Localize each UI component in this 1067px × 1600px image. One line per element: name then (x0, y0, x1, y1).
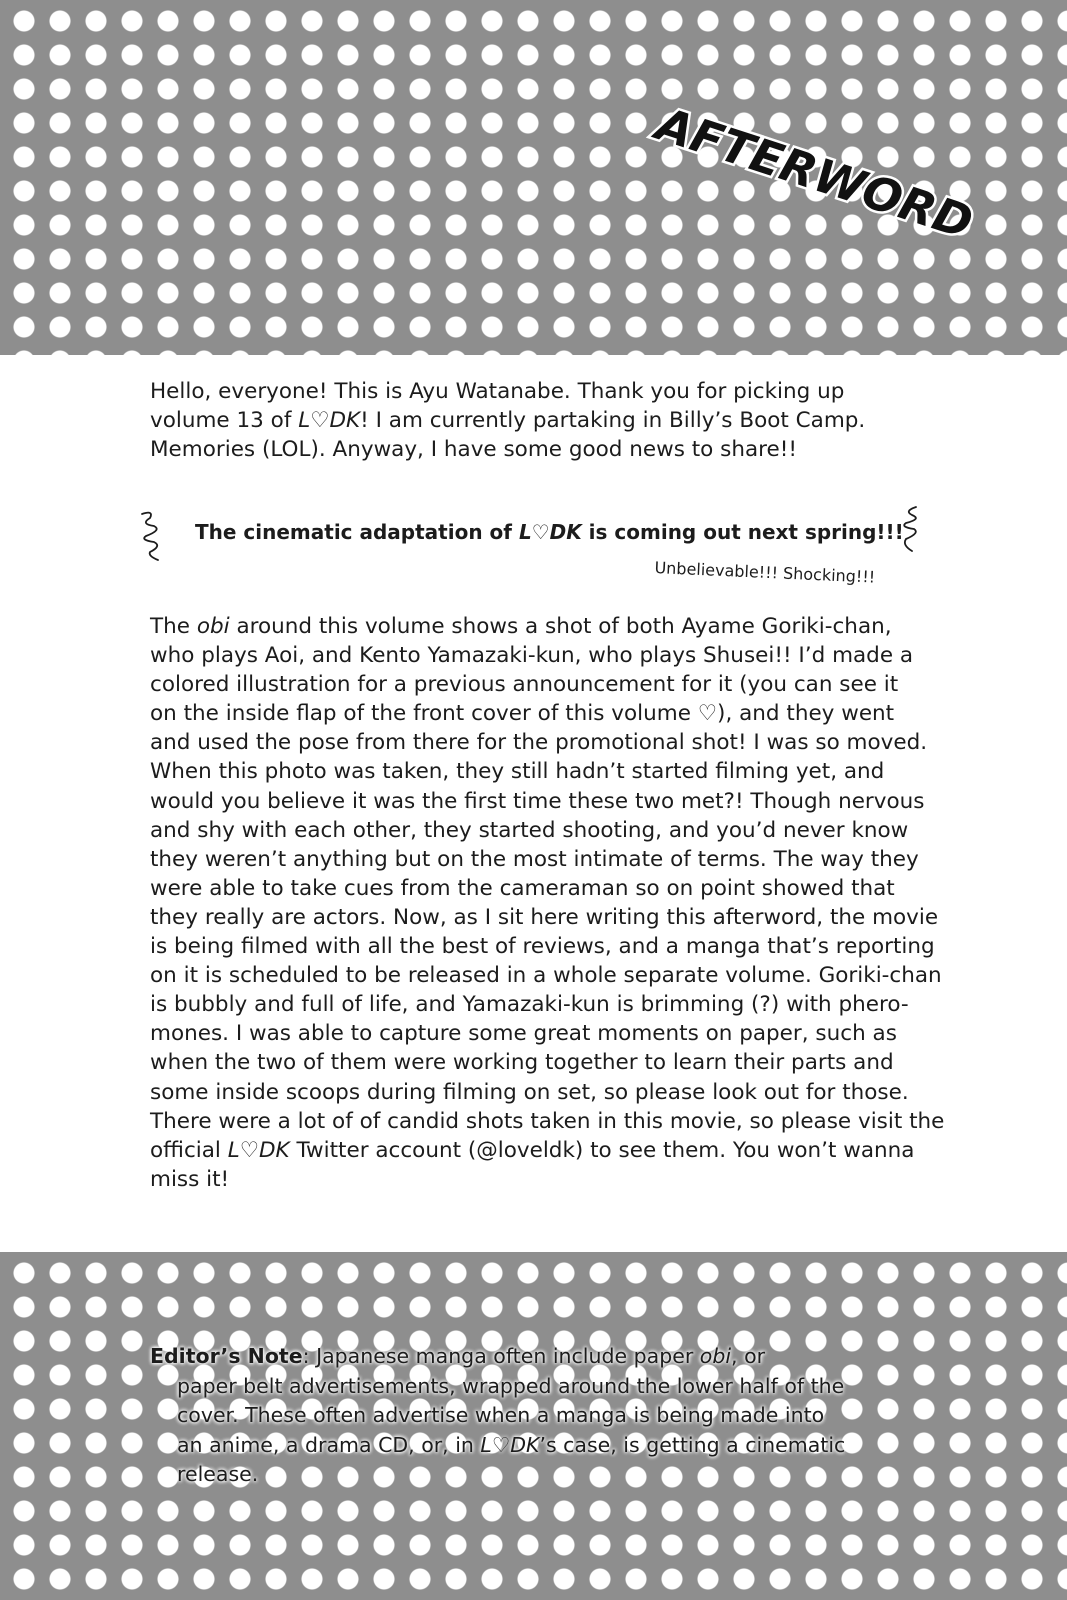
note-line: release. (177, 1462, 259, 1486)
body-line: When this photo was taken, they still hadn’t started filming yet, and (150, 759, 885, 785)
body-line: and shy with each other, they started shooting, and you’d never know (150, 817, 909, 843)
title-lodk: L♡DK (298, 408, 361, 433)
body-line: they weren’t anything but on the most intimate of terms. The way they (150, 846, 919, 872)
note-line: Editor’s Note: Japanese manga often include paper obi, or (150, 1344, 766, 1368)
body-line: is bubbly and full of life, and Yamazaki-kun is brimming (?) with phero- (150, 992, 909, 1018)
afterword-title-art (640, 96, 1000, 260)
body-line: would you believe it was the first time these two met?! Though nervous (150, 788, 925, 814)
body-line: on the inside flap of the front cover of this volume ♡), and they went (150, 701, 895, 727)
intro-line: Hello, everyone! This is Ayu Watanabe. Thank you for picking up (150, 379, 845, 404)
intro-line: volume 13 of L♡DK! I am currently partaking in Billy’s Boot Camp. (150, 408, 866, 433)
intro-line: Memories (LOL). Anyway, I have some good news to share!! (150, 437, 798, 462)
body-line: they really are actors. Now, as I sit here writing this afterword, the movie (150, 904, 939, 930)
body-paragraph (150, 612, 980, 1194)
title-lodk: L♡DK (227, 1137, 290, 1163)
body-line: and used the pose from there for the promotional shot! I was so moved. (150, 730, 928, 756)
announcement-aside: Unbelievable!!! Shocking!!! (654, 558, 876, 587)
editors-note (150, 1342, 940, 1490)
body-line: were able to take cues from the cameraman so on point showed that (150, 875, 895, 901)
intro-paragraph (150, 377, 990, 464)
body-line: is being filmed with all the best of reviews, and a manga that’s reporting (150, 934, 935, 960)
body-line: official L♡DK Twitter account (@loveldk) to see them. You won’t wanna (150, 1137, 915, 1163)
body-line: who plays Aoi, and Kento Yamazaki-kun, who plays Shusei!! I’d made a (150, 643, 914, 669)
body-line: mones. I was able to capture some great moments on paper, such as (150, 1021, 897, 1047)
title-lodk: L♡DK (480, 1432, 540, 1457)
afterword-title-text: AFTERWORD (650, 96, 980, 250)
note-line: an anime, a drama CD, or, in L♡DK’s case, is getting a cinematic (177, 1432, 846, 1457)
body-line: miss it! (150, 1166, 230, 1192)
body-line: some inside scoops during filming on set, so please look out for those. (150, 1079, 909, 1105)
title-lodk: L♡DK (518, 520, 582, 544)
editors-note-label: Editor’s Note (150, 1344, 303, 1368)
note-line: paper belt advertisements, wrapped around the lower half of the (177, 1373, 845, 1398)
movie-announcement: The cinematic adaptation of L♡DK is coming out next spring!!! (195, 520, 904, 544)
afterword-title (640, 96, 1000, 260)
body-line: on it is scheduled to be released in a whole separate volume. Goriki-chan (150, 963, 942, 989)
body-line: when the two of them were working together to learn their parts and (150, 1050, 894, 1076)
body-line: colored illustration for a previous announcement for it (you can see it (150, 672, 899, 698)
body-line: There were a lot of of candid shots taken in this movie, so please visit the (150, 1108, 945, 1134)
body-line: The obi around this volume shows a shot of both Ayame Goriki-chan, (150, 614, 892, 639)
note-line: cover. These often advertise when a manga is being made into (177, 1403, 825, 1427)
squiggle-left-icon (138, 510, 168, 566)
